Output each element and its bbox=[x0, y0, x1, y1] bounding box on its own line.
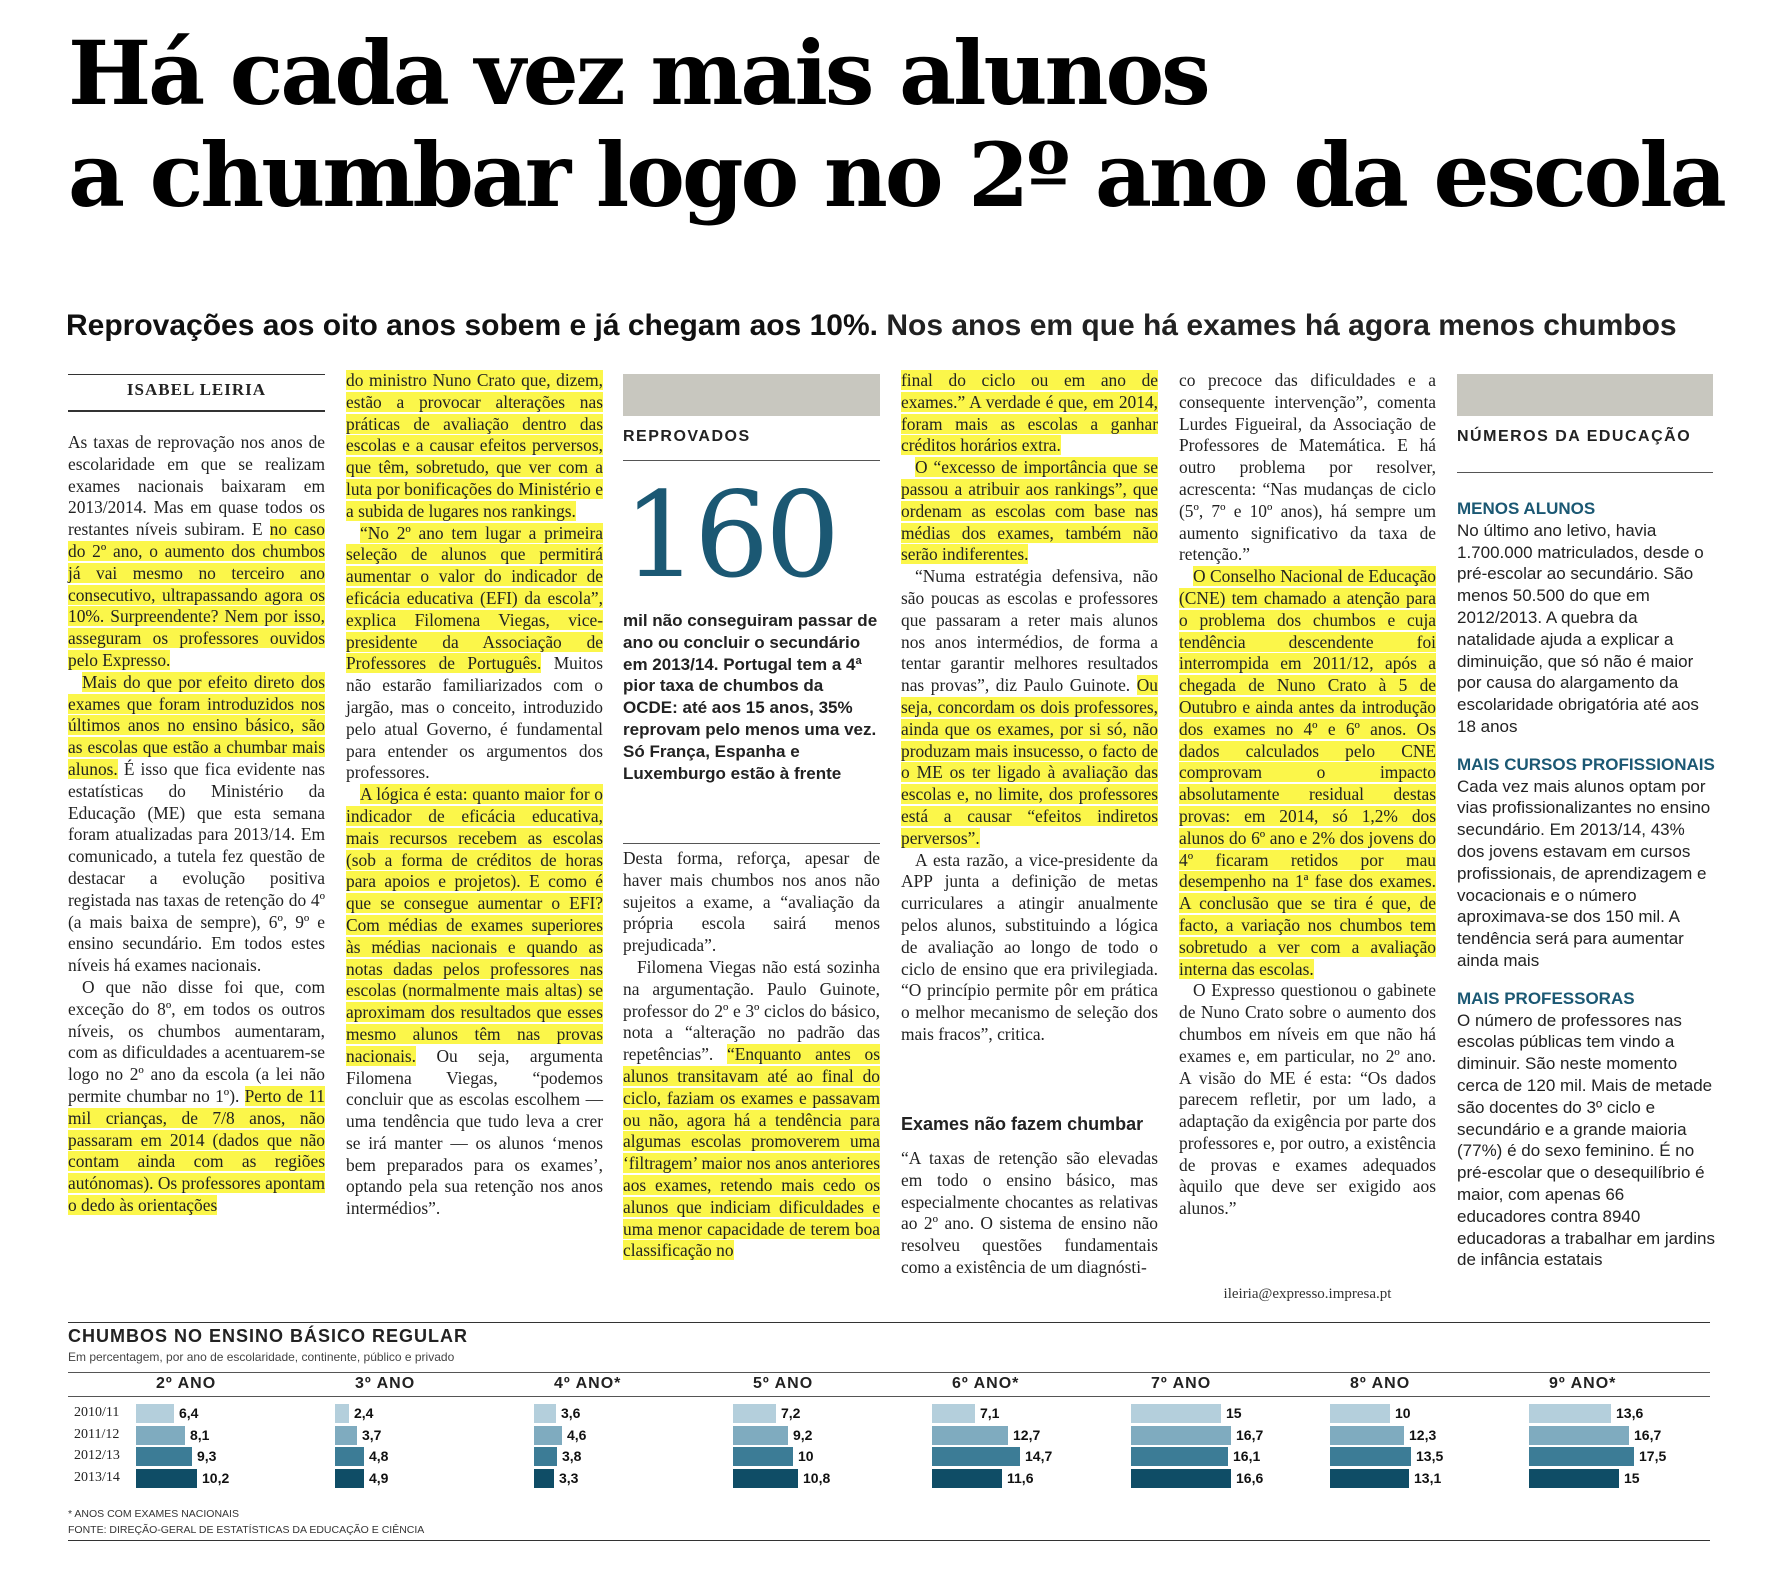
highlighted-text: Mais do que por efeito direto dos exames que foram introduzidos nos últimos anos no ensino básico, são as escolas que estão a chumbar mais alunos. bbox=[68, 671, 325, 779]
chart-value-label: 13,1 bbox=[1414, 1469, 1442, 1486]
highlighted-text: O “excesso de importância que se passou a atribuir aos rankings”, que ordenam as escolas com base nas médias dos exames, também não serão indiferentes. bbox=[901, 457, 1158, 565]
headline-line-2: a chumbar logo no 2º ano da escola bbox=[68, 123, 1724, 227]
chart-source: FONTE: DIREÇÃO-GERAL DE ESTATÍSTICAS DA EDUCAÇÃO E CIÊNCIA bbox=[68, 1524, 425, 1536]
chart-bar bbox=[534, 1404, 556, 1423]
article-paragraph bbox=[1179, 566, 1436, 980]
highlighted-text: “No 2º ano tem lugar a primeira seleção de alunos que permitirá aumentar o valor do indicador de eficácia educativa (EFI) da escola”, explica Filomena Viegas, vice-presidente da Associação de Professores de Português. bbox=[346, 522, 603, 674]
chart-bar bbox=[1131, 1404, 1221, 1423]
chart-bar bbox=[335, 1426, 357, 1445]
chart-group-label: 2º ANO bbox=[156, 1375, 217, 1392]
sidebar-text-2: Cada vez mais alunos optam por vias profissionalizantes no ensino secundário. Em 2013/14, 43% dos jovens estavam em cursos profissionais, de aprendizagem e vocacionais e o número aproximava-se dos 150 mil. A tendência será para aumentar ainda mais bbox=[1457, 776, 1711, 970]
paragraph-text: “Numa estratégia defensiva, não são poucas as escolas e professores que passaram a reter mais alunos nos anos intermédios, de forma a tentar garantir melhores resultados nas provas”, diz Paulo Guinote. bbox=[901, 566, 1158, 696]
chart-value-label: 10,2 bbox=[202, 1469, 230, 1486]
chart-bar bbox=[136, 1426, 185, 1445]
chart-value-label: 9,2 bbox=[793, 1426, 813, 1443]
highlighted-text: Perto de 11 mil crianças, de 7/8 anos, não passaram em 2014 (dados que não contam ainda com as regiões autónomas). Os professores apontam o dedo às orientações bbox=[68, 1085, 325, 1215]
headline bbox=[68, 22, 1728, 226]
chart-bar bbox=[932, 1469, 1002, 1488]
chart-group-label: 8º ANO bbox=[1350, 1375, 1411, 1392]
chart-value-label: 13,6 bbox=[1616, 1405, 1644, 1421]
sidebar-heading-3: MAIS PROFESSORAS bbox=[1457, 988, 1635, 1008]
paragraph-text: É isso que fica evidente nas estatísticas do Ministério da Educação (ME) que esta semana foram atualizadas para 2013/14. Em comunicado, a tutela fez questão de destacar a evolução positiva registada nas taxas de retenção do 4º (a mais baixa de sempre), 6º, 9º e ensino secundário. Em todos estes níveis há exames nacionais. bbox=[68, 758, 325, 976]
chart-value-label: 3,3 bbox=[559, 1469, 579, 1486]
chart-value-label: 14,7 bbox=[1025, 1448, 1053, 1464]
headline-line-1: Há cada vez mais alunos bbox=[68, 21, 1208, 125]
chart-bar bbox=[534, 1426, 562, 1445]
sidebar-label: NÚMEROS DA EDUCAÇÃO bbox=[1457, 428, 1692, 445]
subtitle-bold: Reprovações aos oito anos sobem e já chegam aos 10%. bbox=[66, 309, 878, 342]
highlighted-text: O Conselho Nacional de Educação (CNE) tem chamado a atenção para o problema dos chumbos e cuja tendência descendente foi interrompida em 2011/12, após a chegada de Nuno Crato à 5 de Outubro e ainda antes da introdução dos exames no 4º e 6º anos. Os dados calculados pelo CNE comprovam o impacto absolutamente residual destas provas: em 2014, só 1,2% dos alunos do 6º ano e 2% dos jovens do 4º ficaram retidos por mau desempenho na 1ª fase dos exames. A conclusão que se tira é que, de facto, a variação nos chumbos tem sobretudo a ver com a avaliação interna das escolas. bbox=[1179, 566, 1436, 979]
sidebar-text-1: No último ano letivo, havia 1.700.000 matriculados, desde o pré-escolar ao secundário. São menos 50.500 do que em 2012/2013. A quebra da natalidade ajuda a explicar a diminuição, que só não é maior por causa do alargamento da escolaridade obrigatória até aos 18 anos bbox=[1457, 520, 1704, 736]
byline-rule-top bbox=[68, 374, 325, 375]
article-paragraph bbox=[623, 848, 880, 957]
article-paragraph bbox=[346, 523, 603, 785]
article-paragraph bbox=[901, 370, 1158, 457]
chart-bar bbox=[335, 1469, 364, 1488]
chart-year-label: 2012/13 bbox=[74, 1448, 120, 1463]
chart-group-label: 5º ANO bbox=[753, 1375, 814, 1392]
article-column-5 bbox=[1179, 370, 1436, 1220]
article-column-1 bbox=[68, 432, 325, 1217]
paragraph-text: “A taxas de retenção são elevadas em todo o ensino básico, mas especialmente chocantes as relativas ao 2º ano. O sistema de ensino não resolveu questões fundamentais como a existência de um diagnósti- bbox=[901, 1148, 1158, 1277]
chart-bar bbox=[733, 1447, 793, 1466]
highlighted-text: A lógica é esta: quanto maior for o indicador de eficácia educativa, mais recursos recebem as escolas (sob a forma de créditos de horas para apoios e projetos). E como é que se consegue aumentar o EFI? Com médias de exames superiores às médias nacionais e quando as notas dadas pelos professores nas escolas (normalmente mais altas) se aproximam dos resultados que esses mesmo alunos têm nas provas nacionais. bbox=[346, 784, 603, 1066]
chart-value-label: 4,9 bbox=[369, 1469, 389, 1486]
stat-text: mil não conseguiram passar de ano ou concluir o secundário em 2013/14. Portugal tem a 4ª pior taxa de chumbos da OCDE: até aos 15 anos, 35% reprovam pelo menos uma vez. Só França, Espanha e Luxemburgo estão à frente bbox=[623, 611, 878, 783]
chart-value-label: 16,7 bbox=[1236, 1426, 1264, 1443]
highlighted-text: no caso do 2º ano, o aumento dos chumbos já vai mesmo no terceiro ano consecutivo, ultrapassando agora os 10%. Surpreendente? Nem por isso, asseguram os professores ouvidos pelo Expresso. bbox=[68, 519, 325, 670]
chart-subtitle: Em percentagem, por ano de escolaridade, continente, público e privado bbox=[68, 1350, 455, 1364]
highlighted-text: final do ciclo ou em ano de exames.” A verdade é que, em 2014, foram mais as escolas a ganhar créditos horários extra. bbox=[901, 370, 1158, 456]
article-paragraph bbox=[1179, 980, 1436, 1220]
subtitle-regular: Nos anos em que há exames há agora menos chumbos bbox=[886, 309, 1677, 342]
chart-bar bbox=[1330, 1447, 1411, 1466]
paragraph-text: A esta razão, a vice-presidente da APP junta a definição de metas curriculares a atingir anualmente pelos alunos, substituindo a lógica de avaliação ao longo de todo o ciclo de ensino que era privilegiada. “O princípio permite pôr em prática o melhor mecanismo de seleção dos mais fracos”, critica. bbox=[901, 849, 1158, 1044]
subtitle bbox=[66, 306, 1726, 346]
byline: ISABEL LEIRIA bbox=[126, 380, 267, 399]
chart-value-label: 12,3 bbox=[1409, 1426, 1437, 1443]
chart-value-label: 4,8 bbox=[369, 1448, 389, 1464]
author-email[interactable]: ileiria@expresso.impresa.pt bbox=[1223, 1286, 1392, 1302]
chart-value-label: 16,1 bbox=[1233, 1448, 1261, 1464]
chart-value-label: 3,7 bbox=[362, 1426, 382, 1443]
chart-bar bbox=[1529, 1469, 1619, 1488]
article-paragraph bbox=[623, 957, 880, 1262]
chart-bar bbox=[1131, 1469, 1231, 1488]
chart-year-label: 2013/14 bbox=[74, 1469, 120, 1485]
stat-box-label: REPROVADOS bbox=[623, 428, 751, 445]
chart-value-label: 3,6 bbox=[561, 1405, 581, 1421]
chart-title: CHUMBOS NO ENSINO BÁSICO REGULAR bbox=[68, 1326, 469, 1346]
chart-value-label: 16,7 bbox=[1634, 1426, 1662, 1443]
chart-bar bbox=[733, 1404, 776, 1423]
highlighted-text: Ou seja, concordam os dois professores, ainda que os exames, por si só, não produzam mais insucesso, o facto de o ME os ter ligado à avaliação das escolas e, no limite, dos professores está a causar “efeitos indiretos perversos”. bbox=[901, 675, 1158, 848]
article-column-4 bbox=[901, 370, 1158, 1046]
chart-value-label: 17,5 bbox=[1639, 1448, 1667, 1464]
chart-bottom-rule bbox=[68, 1540, 1710, 1541]
chart-value-label: 7,2 bbox=[781, 1405, 801, 1421]
sidebar-header-box bbox=[1457, 374, 1713, 416]
highlighted-text: “Enquanto antes os alunos transitavam até ao final do ciclo, faziam os exames e passavam ou não, agora há a tendência para algumas escolas promoverem uma ‘filtragem’ maior nos anos anteriores aos exames, retendo mais cedo os alunos que indiciam dificuldades e uma menor capacidade de terem boa classificação no bbox=[623, 1044, 880, 1261]
article-paragraph bbox=[1179, 370, 1436, 566]
chart-value-label: 16,6 bbox=[1236, 1469, 1264, 1486]
chart-group-label: 6º ANO* bbox=[952, 1375, 1020, 1392]
article-paragraph bbox=[68, 672, 325, 977]
chart-value-label: 9,3 bbox=[197, 1448, 217, 1464]
chart-top-rule bbox=[68, 1322, 1710, 1323]
chart-bar bbox=[932, 1447, 1020, 1466]
paragraph-text: O que não disse foi que, com exceção do 8º, em todos os outros níveis, os chumbos aumentaram, com as dificuldades a acentuarem-se logo no 2º ano da escola (a lei não permite chumbar no 1º). bbox=[68, 976, 325, 1106]
chart-value-label: 10,8 bbox=[803, 1469, 831, 1486]
chart-bar bbox=[335, 1404, 349, 1423]
chart-bar bbox=[1529, 1426, 1629, 1445]
chart-value-label: 15 bbox=[1226, 1405, 1242, 1421]
chart-value-label: 15 bbox=[1624, 1469, 1640, 1486]
chart-value-label: 10 bbox=[1395, 1405, 1411, 1421]
chart-group-label: 7º ANO bbox=[1151, 1375, 1212, 1392]
chart-value-label: 4,6 bbox=[567, 1426, 587, 1443]
chart-group-label: 3º ANO bbox=[355, 1375, 416, 1392]
chart-bar bbox=[733, 1469, 798, 1488]
article-paragraph bbox=[901, 566, 1158, 849]
stat-big-number: 160 bbox=[623, 466, 837, 604]
article-paragraph bbox=[346, 370, 603, 523]
chart-group-label: 4º ANO* bbox=[554, 1375, 622, 1392]
article-paragraph bbox=[68, 977, 325, 1217]
chart-value-label: 8,1 bbox=[190, 1426, 210, 1443]
chart-header-rule-top bbox=[68, 1372, 1710, 1373]
article-paragraph bbox=[901, 850, 1158, 1046]
byline-rule-bottom bbox=[68, 410, 325, 412]
chart-bar bbox=[1529, 1404, 1611, 1423]
highlighted-text: do ministro Nuno Crato que, dizem, estão a provocar alterações nas práticas de avaliação dentro das escolas e a causar efeitos perversos, que têm, sobretudo, que ver com a luta por bonificações do Ministério e a subida de lugares nos rankings. bbox=[346, 370, 603, 521]
chart-bar bbox=[335, 1447, 364, 1466]
paragraph-text: O Expresso questionou o gabinete de Nuno Crato sobre o aumento dos chumbos em níveis em que não há exames e, em particular, no 2º ano. A visão do ME é esta: “Os dados parecem refletir, por um lado, a adaptação da exigência por parte dos professores e, por outro, a existência de provas e exames adequados àquilo que deve ser exigido aos alunos.” bbox=[1179, 980, 1436, 1219]
chart-bar bbox=[1330, 1469, 1409, 1488]
chart-bar bbox=[1529, 1447, 1634, 1466]
chart-value-label: 3,8 bbox=[562, 1448, 582, 1464]
chart-group-label: 9º ANO* bbox=[1549, 1375, 1617, 1392]
chart-year-label: 2010/11 bbox=[74, 1405, 120, 1420]
stat-box-header bbox=[623, 374, 880, 416]
article-paragraph bbox=[901, 457, 1158, 566]
chart-bar bbox=[136, 1404, 174, 1423]
chart-bar bbox=[932, 1426, 1008, 1445]
article-column-3 bbox=[623, 848, 880, 1262]
chart-value-label: 12,7 bbox=[1013, 1426, 1041, 1443]
chart-note: * ANOS COM EXAMES NACIONAIS bbox=[68, 1508, 239, 1520]
chart-value-label: 7,1 bbox=[980, 1405, 1000, 1421]
chart-value-label: 13,5 bbox=[1416, 1448, 1444, 1464]
chart-bar bbox=[932, 1404, 975, 1423]
chart-bar bbox=[1131, 1447, 1228, 1466]
paragraph-text: Muitos não estarão familiarizados com o jargão, mas o conceito, introduzido pelo atual Governo, é fundamental para entender os argumentos dos professores. bbox=[346, 653, 603, 783]
stat-box-rule bbox=[623, 460, 880, 461]
paragraph-text: Desta forma, reforça, apesar de haver mais chumbos nos anos não sujeitos a exame, a “avaliação da própria escola sairá menos prejudicada”. bbox=[623, 848, 880, 956]
section-subhead: Exames não fazem chumbar bbox=[901, 1114, 1144, 1134]
article-paragraph bbox=[68, 432, 325, 672]
paragraph-text: Filomena Viegas não está sozinha na argumentação. Paulo Guinote, professor do 2º e 3º ciclos do básico, nota a “alteração no padrão das repetências”. bbox=[623, 956, 880, 1065]
sidebar-text-3: O número de professores nas escolas públicas tem vindo a diminuir. São neste momento cerca de 120 mil. Mais de metade são docentes do 3º ciclo e secundário e a grande maioria (77%) é do sexo feminino. É no pré-escolar que o desequilíbrio é maior, com apenas 66 educadores contra 8940 educadoras a trabalhar em jardins de infância estatais bbox=[1457, 1010, 1715, 1270]
chart-bar bbox=[136, 1447, 192, 1466]
chart-value-label: 6,4 bbox=[179, 1405, 199, 1421]
chart-bar bbox=[1330, 1404, 1390, 1423]
chart-value-label: 10 bbox=[798, 1448, 814, 1464]
article-paragraph bbox=[346, 784, 603, 1220]
chart-bar bbox=[733, 1426, 788, 1445]
chart-bar bbox=[1131, 1426, 1231, 1445]
paragraph-text: Ou seja, argumenta Filomena Viegas, “podemos concluir que as escolas escolhem — uma tendência que tudo leva a crer se irá manter — os alunos ‘menos bem preparados para os exames’, optando pela sua retenção nos anos intermédios”. bbox=[346, 1045, 603, 1219]
chart-value-label: 11,6 bbox=[1007, 1469, 1034, 1486]
chart-bar bbox=[136, 1469, 197, 1488]
chart-year-label: 2011/12 bbox=[74, 1426, 120, 1442]
article-column-2 bbox=[346, 370, 603, 1220]
sidebar-heading-2: MAIS CURSOS PROFISSIONAIS bbox=[1457, 754, 1715, 774]
sidebar-rule bbox=[1457, 472, 1713, 473]
article-column-4-continued bbox=[901, 1148, 1158, 1279]
chart-bar bbox=[534, 1469, 554, 1488]
chart-value-label: 2,4 bbox=[354, 1405, 374, 1421]
sidebar bbox=[1457, 498, 1715, 1271]
chart-bar bbox=[534, 1447, 557, 1466]
chart-header-rule-bottom bbox=[68, 1396, 1710, 1397]
sidebar-heading-1: MENOS ALUNOS bbox=[1457, 499, 1596, 518]
stat-box-bottom-rule bbox=[623, 843, 880, 844]
paragraph-text: As taxas de reprovação nos anos de escolaridade em que se realizam exames nacionais baixaram em 2013/2014. Mas em quase todos os restantes níveis subiram. E bbox=[68, 432, 325, 540]
paragraph-text: co precoce das dificuldades e a consequente intervenção”, comenta Lurdes Figueiral, da Associação de Professores de Matemática. E há outro problema por resolver, acrescenta: “Nas mudanças de ciclo (5º, 7º e 10º anos), há sempre um aumento significativo da taxa de retenção.” bbox=[1179, 370, 1436, 565]
article-paragraph bbox=[901, 1148, 1158, 1279]
chart-bar bbox=[1330, 1426, 1404, 1445]
